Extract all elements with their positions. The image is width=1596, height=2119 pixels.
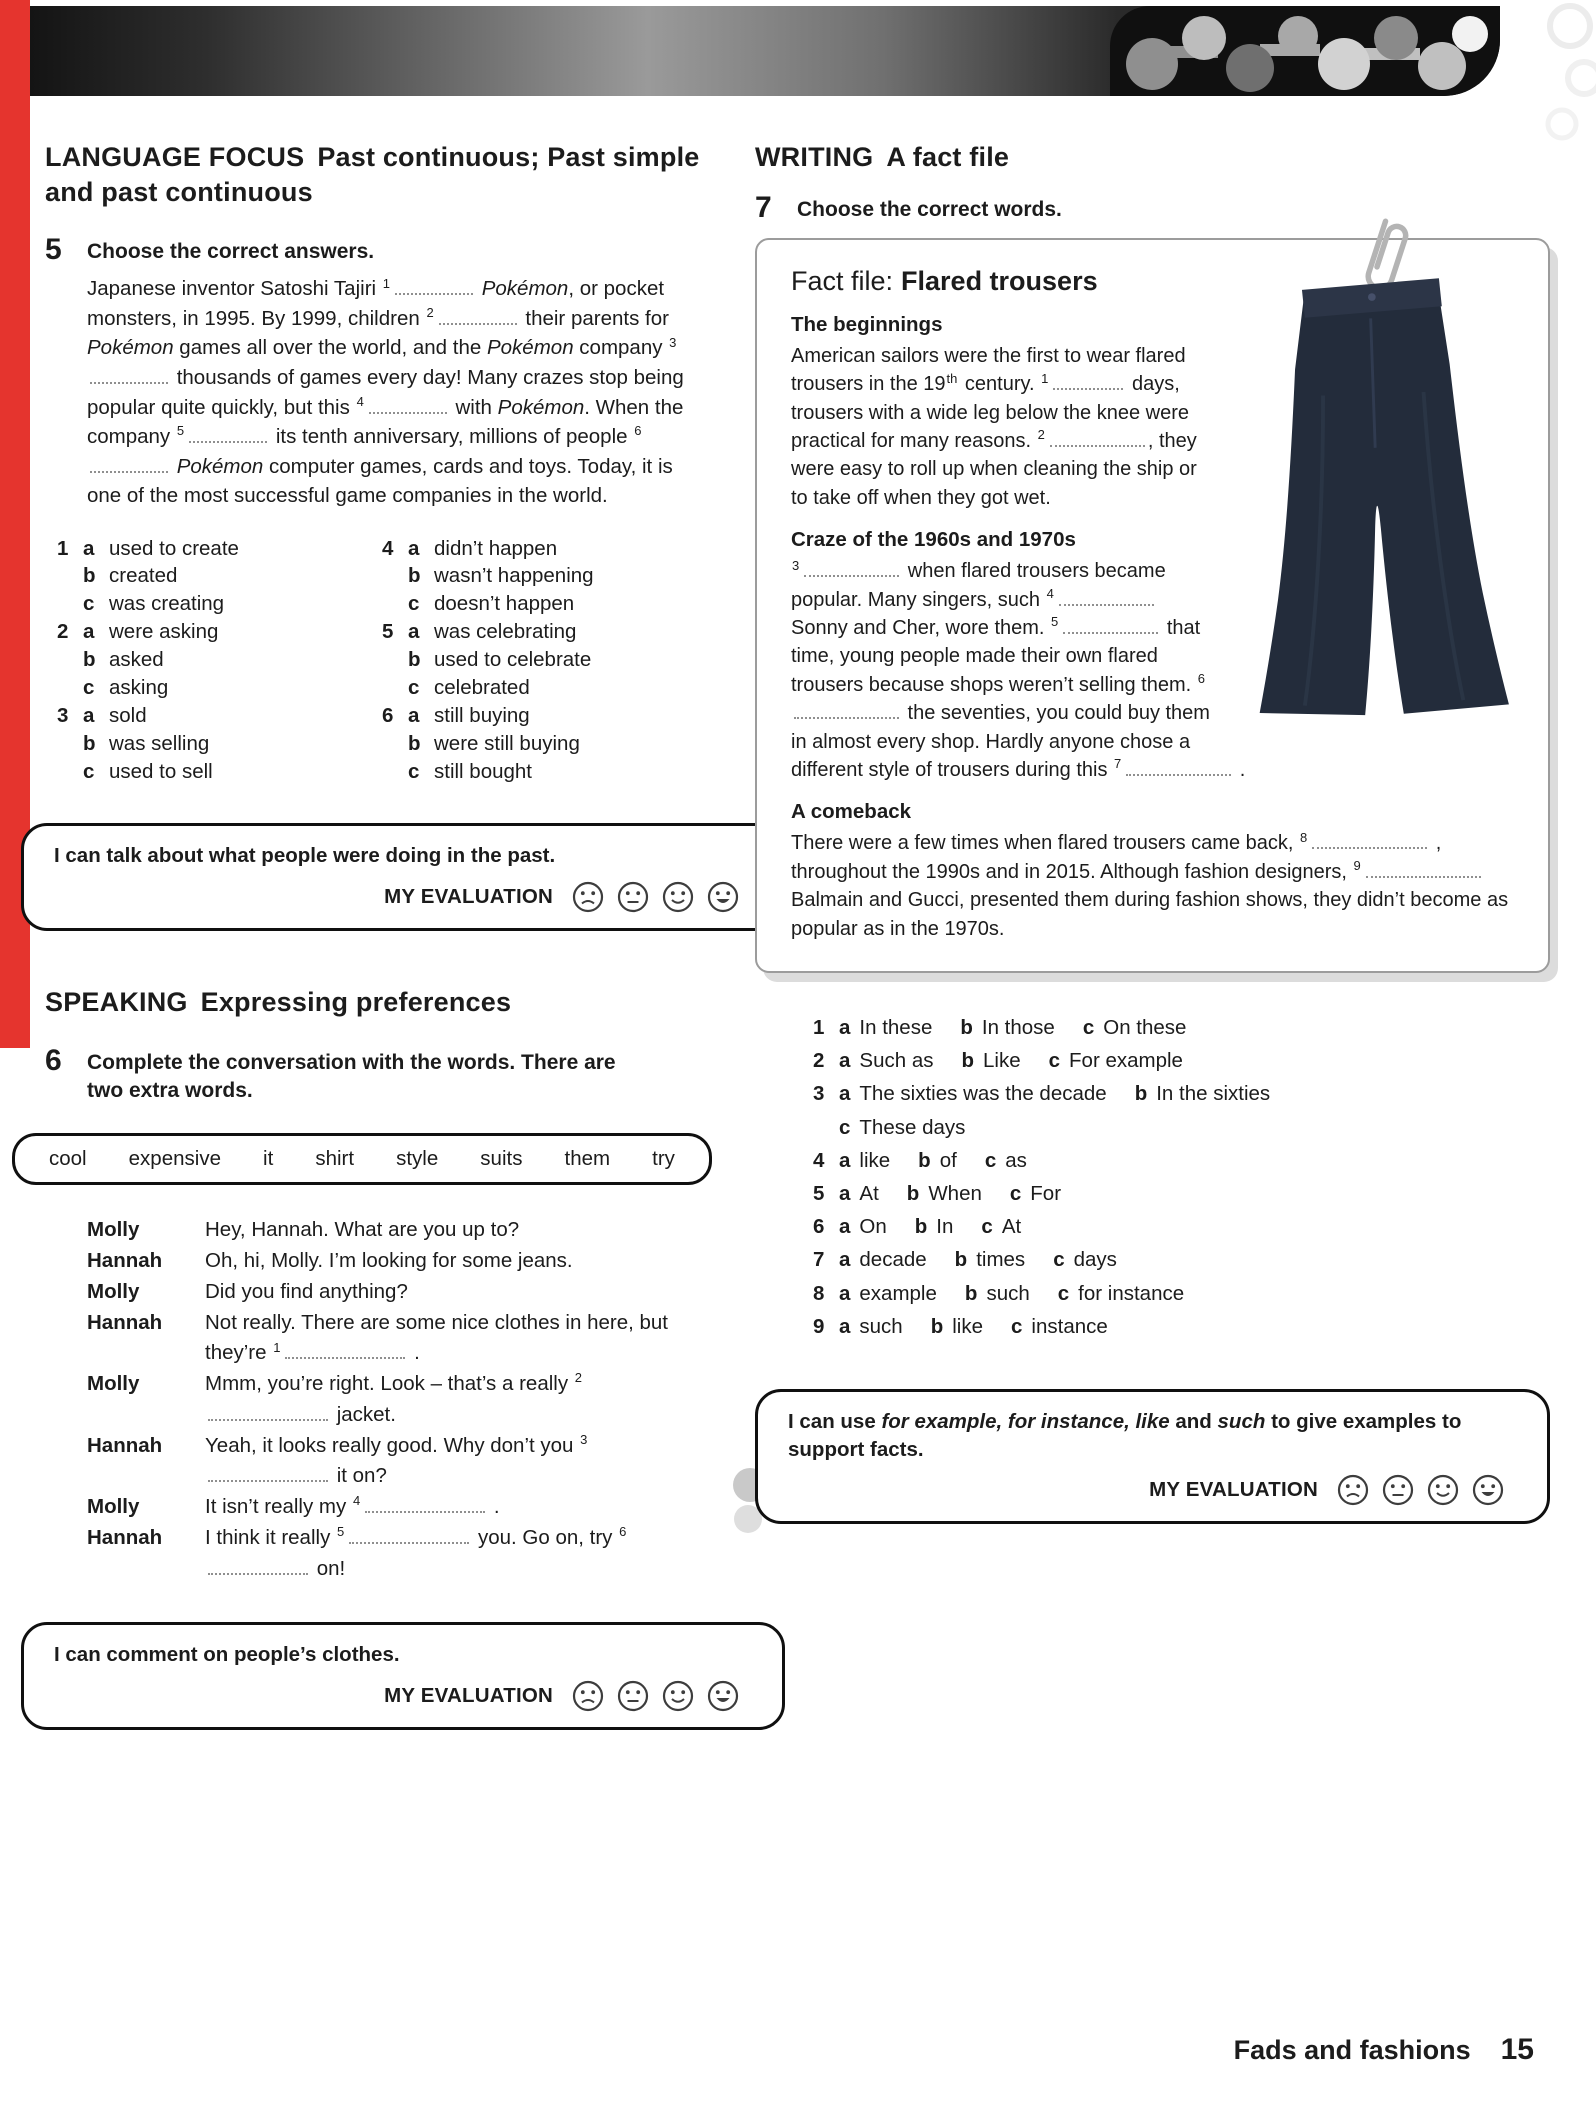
option-row: 8 a example b such c for instance xyxy=(813,1281,1185,1305)
options-column-2 xyxy=(382,535,707,786)
word-bank-word: cool xyxy=(49,1147,87,1171)
option-row: b were still buying xyxy=(408,731,580,755)
footer xyxy=(1234,2033,1534,2067)
section-label: WRITING xyxy=(755,142,874,172)
option-row: b used to celebrate xyxy=(408,648,592,672)
section-label: LANGUAGE FOCUS xyxy=(45,142,305,172)
neutral-face-icon xyxy=(1381,1473,1415,1507)
flared-jeans-icon xyxy=(1232,272,1522,728)
corner-pattern-icon xyxy=(1500,0,1596,150)
ican-box-past xyxy=(21,823,785,931)
option-row: 2 a were asking xyxy=(57,620,219,644)
sad-face-icon xyxy=(571,1679,605,1713)
ican-box-examples xyxy=(755,1389,1550,1524)
option-row: c doesn’t happen xyxy=(408,592,575,616)
happy-face-icon xyxy=(661,1679,695,1713)
option-row: c asking xyxy=(83,675,169,699)
option-row: c still bought xyxy=(408,759,533,783)
option-row: 9 a such b like c instance xyxy=(813,1314,1108,1338)
exercise5-header xyxy=(45,233,707,266)
exercise7-header xyxy=(755,191,1550,224)
grin-face-icon xyxy=(1471,1473,1505,1507)
exercise5-options xyxy=(57,535,707,786)
option-row: 5 a was celebrating xyxy=(382,620,577,644)
option-row: b created xyxy=(83,564,178,588)
dialogue-row xyxy=(87,1277,707,1308)
fact-file-paragraph: $^3$ when flared trousers became popular. Many singers, such $^4$ Sonny and Cher, wore them. $^5$ that time, young people made their own flared trousers because shops weren’t selling them. $^6$ the seventies, you could buy them in almost every shop. Hardly anyone chose a different style of trousers during this $^7$ . xyxy=(791,557,1246,781)
dialogue-row xyxy=(87,1215,707,1246)
header-bar xyxy=(30,6,1500,96)
option-row: 7 a decade b times c days xyxy=(813,1248,1117,1272)
exercise5-passage: Japanese inventor Satoshi Tajiri $^1$ Pokémon, or pocket monsters, in 1995. By 1999, children $^2$ their parents for Pokémon games all over the world, and the Pokémon company $^3$ thousands of games every day! Many crazes stop being popular quite quickly, but this $^4$ with Pokémon. When the company $^5$ its tenth anniversary, millions of people $^6$ Pokémon computer games, cards and toys. Today, it is one of the most successful game companies in the world. xyxy=(87,275,684,508)
fact-file-section-heading: The beginnings xyxy=(791,312,943,336)
exercise-number: 5 xyxy=(45,233,62,267)
exercise-number: 7 xyxy=(755,190,772,224)
sad-face-icon xyxy=(571,880,605,914)
word-bank-word: suits xyxy=(480,1147,523,1171)
option-row: b asked xyxy=(83,648,164,672)
fact-file-paragraph: There were a few times when flared trousers came back, $^8$ , throughout the 1990s and in 2015. Although fashion designers, $^9$ Balmain and Gucci, presented them during fashion shows, they didn’t become as popular as in the 1970s. xyxy=(791,829,1509,940)
section-label: SPEAKING xyxy=(45,987,188,1018)
grin-face-icon xyxy=(706,880,740,914)
word-bank-word: it xyxy=(263,1147,274,1171)
section-heading-speaking xyxy=(45,985,707,1020)
option-row: 3 a The sixties was the decade b In the sixties c These days xyxy=(813,1082,1271,1139)
dialogue-line: It isn’t really my $^4$ . xyxy=(205,1493,500,1519)
option-row: 1 a used to create xyxy=(57,536,239,560)
exercise6-header xyxy=(45,1044,707,1106)
evaluation-faces xyxy=(571,880,740,914)
speaker-name: Hannah xyxy=(87,1433,163,1457)
dialogue-line: Hey, Hannah. What are you up to? xyxy=(205,1218,520,1242)
option-row: 5 a At b When c For xyxy=(813,1181,1062,1205)
evaluation-label: MY EVALUATION xyxy=(1149,1478,1318,1502)
option-row: 2 a Such as b Like c For example xyxy=(813,1049,1183,1073)
evaluation-faces xyxy=(1336,1473,1505,1507)
dialogue-row xyxy=(87,1308,707,1370)
evaluation-row xyxy=(54,1679,754,1713)
fact-file-paragraph: American sailors were the first to wear flared trousers in the 19th century. $^1$ days, trousers with a wide leg below the knee were practical for many reasons. $^2$ , they were easy to roll up when cleaning the ship or to take off when they got wet. xyxy=(791,344,1197,509)
dialogue-line: Yeah, it looks really good. Why don’t you $^3$ it on? xyxy=(205,1431,588,1488)
evaluation-row xyxy=(54,880,754,914)
happy-face-icon xyxy=(661,880,695,914)
left-column xyxy=(45,140,707,1730)
ican-box-clothes xyxy=(21,1622,785,1730)
exercise-instruction: Choose the correct words. xyxy=(797,197,1062,221)
evaluation-faces xyxy=(571,1679,740,1713)
option-row: b was selling xyxy=(83,731,210,755)
footer-chapter-title: Fads and fashions xyxy=(1233,2035,1471,2065)
fact-file-box xyxy=(755,238,1550,973)
grin-face-icon xyxy=(706,1679,740,1713)
option-row: c celebrated xyxy=(408,675,530,699)
fact-file-title-prefix: Fact file: xyxy=(791,265,894,296)
neutral-face-icon xyxy=(616,880,650,914)
page-number: 15 xyxy=(1500,2033,1534,2066)
exercise-instruction: Choose the correct answers. xyxy=(87,240,375,264)
page-columns xyxy=(45,140,1550,1730)
dialogue xyxy=(87,1215,707,1584)
right-column xyxy=(755,140,1550,1730)
speaker-name: Molly xyxy=(87,1372,140,1396)
section-heading-writing xyxy=(755,140,1550,175)
speaker-name: Hannah xyxy=(87,1310,163,1334)
dialogue-line: I think it really $^5$ you. Go on, try $^6$ on! xyxy=(205,1524,627,1580)
section-title: A fact file xyxy=(886,142,1010,172)
ican-statement: I can talk about what people were doing in the past. xyxy=(54,844,556,868)
ican-statement: I can use for example, for instance, like and such to give examples to support facts. xyxy=(788,1409,1462,1461)
exercise-instruction: Complete the conversation with the words. There are two extra words. xyxy=(87,1050,616,1102)
option-row: 6 a On b In c At xyxy=(813,1215,1022,1239)
option-row: 3 a sold xyxy=(57,703,147,727)
option-row: 4 a like b of c as xyxy=(813,1148,1027,1172)
dialogue-line: Oh, hi, Molly. I’m looking for some jeans. xyxy=(205,1249,573,1273)
option-row: c was creating xyxy=(83,592,225,616)
sad-face-icon xyxy=(1336,1473,1370,1507)
section-heading-language-focus xyxy=(45,140,707,209)
evaluation-label: MY EVALUATION xyxy=(384,885,553,909)
fact-file-title-name: Flared trousers xyxy=(901,265,1098,296)
word-bank xyxy=(12,1133,712,1185)
happy-face-icon xyxy=(1426,1473,1460,1507)
option-row: 6 a still buying xyxy=(382,703,530,727)
word-bank-word: style xyxy=(396,1147,439,1171)
section-title: Past continuous; Past simple and past continuous xyxy=(45,142,700,207)
dialogue-line: Not really. There are some nice clothes in here, but they’re $^1$ . xyxy=(205,1310,669,1365)
neutral-face-icon xyxy=(616,1679,650,1713)
dialogue-row xyxy=(87,1523,707,1585)
section-title: Expressing preferences xyxy=(200,987,512,1018)
speaker-name: Molly xyxy=(87,1218,140,1242)
word-bank-word: them xyxy=(564,1147,611,1171)
option-row: 4 a didn’t happen xyxy=(382,536,558,560)
speaker-name: Molly xyxy=(87,1495,140,1519)
dialogue-line: Mmm, you’re right. Look – that’s a really $^2$ jacket. xyxy=(205,1370,583,1426)
dialogue-row xyxy=(87,1492,707,1523)
exercise-number: 6 xyxy=(45,1043,62,1077)
jeans-illustration xyxy=(1232,258,1522,728)
speaker-name: Hannah xyxy=(87,1249,163,1273)
evaluation-label: MY EVALUATION xyxy=(384,1684,553,1708)
option-row: b wasn’t happening xyxy=(408,564,594,588)
word-bank-word: expensive xyxy=(128,1147,221,1171)
dialogue-line: Did you find anything? xyxy=(205,1279,408,1303)
speaker-name: Molly xyxy=(87,1279,140,1303)
dialogue-row xyxy=(87,1431,707,1493)
dialogue-row xyxy=(87,1246,707,1277)
options-column-1 xyxy=(57,535,382,786)
ican-statement: I can comment on people’s clothes. xyxy=(54,1643,400,1667)
speaker-name: Hannah xyxy=(87,1525,163,1549)
puzzle-circles-icon xyxy=(1110,6,1500,96)
header-puzzle-decoration xyxy=(1110,6,1500,96)
option-row: c used to sell xyxy=(83,759,213,783)
fact-file-section-heading: A comeback xyxy=(791,800,912,824)
evaluation-row xyxy=(788,1473,1519,1507)
word-bank-word: try xyxy=(652,1147,675,1171)
word-bank-word: shirt xyxy=(315,1147,355,1171)
fact-file-section-heading: Craze of the 1960s and 1970s xyxy=(791,528,1076,552)
dialogue-row xyxy=(87,1369,707,1431)
option-row: 1 a In these b In those c On these xyxy=(813,1015,1187,1039)
exercise7-options xyxy=(813,1011,1550,1343)
